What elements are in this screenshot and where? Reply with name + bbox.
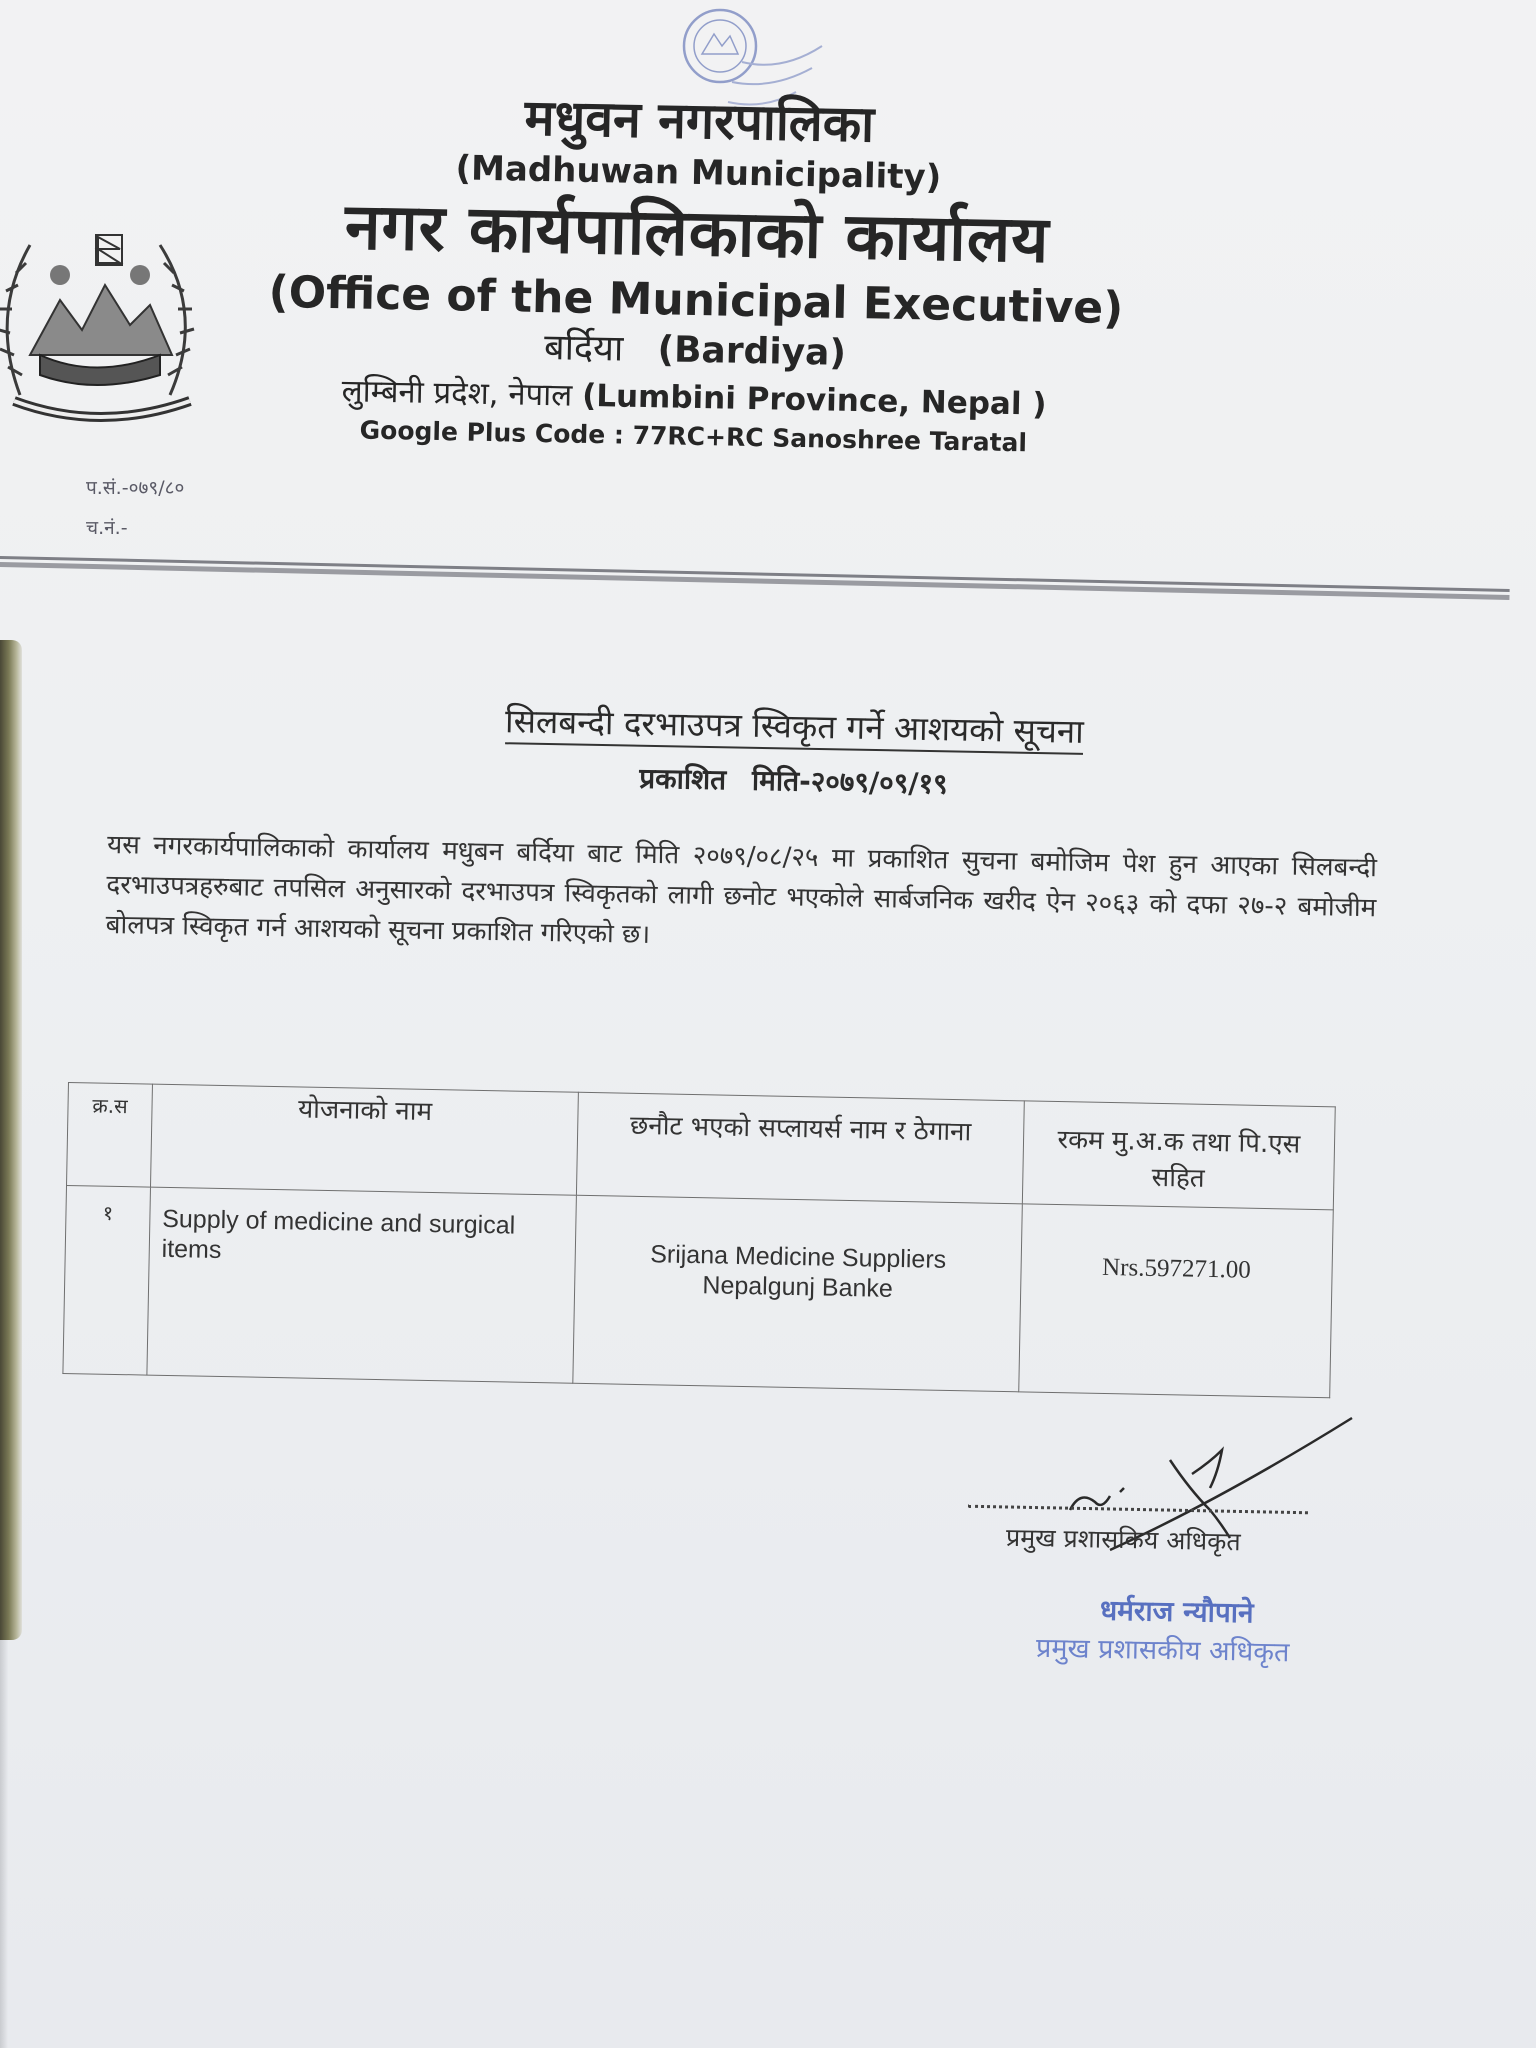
province-en: (Lumbini Province, Nepal ) — [581, 377, 1047, 423]
col-header-sn: क्र.स — [67, 1083, 153, 1188]
table-row — [63, 1185, 1333, 1397]
supplier-name: Srijana Medicine Suppliers — [649, 1240, 947, 1274]
dispatch-number: च.नं.- — [86, 517, 128, 539]
award-table — [62, 1082, 1337, 1398]
plus-code: Google Plus Code : 77RC+RC Sanoshree Taratal — [359, 415, 1028, 458]
stamp-title: प्रमुख प्रशासकीय अधिकृत — [1035, 1632, 1290, 1669]
province-np: लुम्बिनी प्रदेश, नेपाल — [341, 373, 573, 414]
office-name-np: नगर कार्यपालिकाको कार्यालय — [344, 190, 1051, 278]
supplier-address: Nepalgunj Banke — [702, 1271, 894, 1303]
col-header-scheme: योजनाको नाम — [150, 1084, 578, 1195]
district-en: (Bardiya) — [657, 329, 847, 374]
notice-title-text: सिलबन्दी दरभाउपत्र स्विकृत गर्ने आशयको सूचना — [505, 701, 1084, 755]
notice-section — [105, 690, 1399, 969]
col-header-amount: रकम मु.अ.क तथा पि.एस सहित — [1022, 1101, 1335, 1210]
cell-supplier — [573, 1195, 1022, 1392]
page-edge-shadow — [0, 1640, 8, 2048]
notice-title — [189, 691, 1400, 758]
col-header-supplier: छनौट भएको सप्लायर्स नाम र ठेगाना — [577, 1092, 1024, 1204]
notice-body: यस नगरकार्यपालिकाको कार्यालय मधुबन बर्दिया बाट मिति २०७९/०८/२५ मा प्रकाशित सुचना बमोजिम पेश हुन आएका सिलबन्दी दरभाउपत्रहरुबाट तपसिल अनुसारको दरभाउपत्र स्विकृतको लागी छनोट भएकोले सार्बजनिक खरीद ऐन २०६३ को दफा २७-२ बमोजीम बोलपत्र स्विकृत गर्न आशयको सूचना प्रकाशित गरिएको छ। — [105, 829, 1378, 950]
municipality-name-en: (Madhuwan Municipality) — [455, 148, 942, 198]
published-date-line — [188, 750, 1398, 810]
nepal-emblem-icon — [0, 205, 200, 425]
binder-edge — [0, 640, 22, 1640]
stamp-name: धर्मराज न्यौपाने — [1099, 1593, 1254, 1630]
municipality-name-np: मधुवन नगरपालिका — [524, 88, 875, 154]
cell-amount: Nrs.597271.00 — [1018, 1204, 1333, 1398]
letterhead — [243, 81, 1150, 460]
signature-block — [960, 1410, 1390, 1680]
cell-scheme: Supply of medicine and surgical items — [147, 1187, 577, 1383]
published-date: मिति-२०७९/०९/१९ — [751, 763, 948, 801]
office-name-en: (Office of the Municipal Executive) — [268, 266, 1124, 335]
signatory-designation: प्रमुख प्रशासकिय अधिकृत — [1005, 1522, 1241, 1557]
district-np: बर्दिया — [543, 327, 624, 370]
published-label: प्रकाशित — [638, 761, 727, 797]
letter-number: प.सं.-०७९/८० — [86, 477, 185, 499]
cell-sn: १ — [63, 1185, 150, 1375]
header-divider — [0, 556, 1510, 603]
